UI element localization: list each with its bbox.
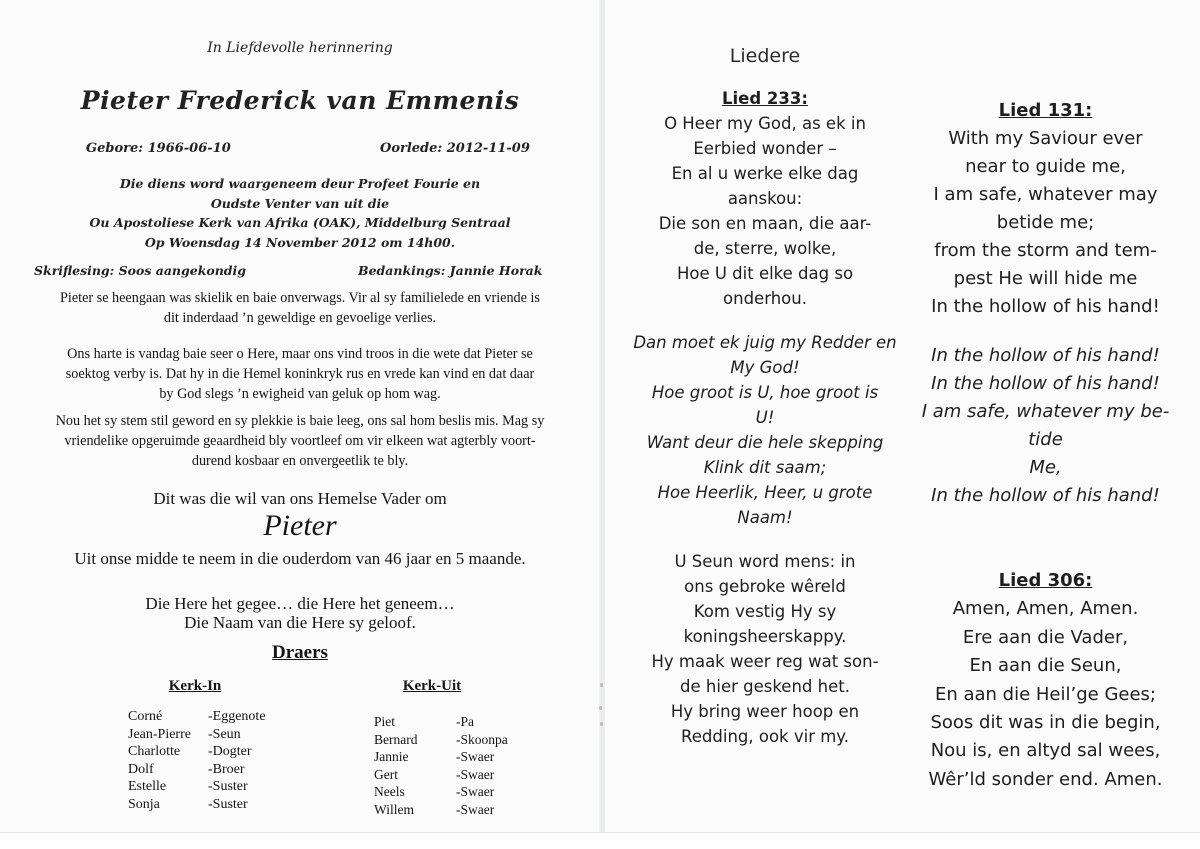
lyric-line: Hoe U dit elke dag so — [676, 264, 854, 283]
lyric-line: Dan moet ek juig my Redder en — [633, 333, 897, 352]
lyric-line: In the hollow of his hand! — [931, 485, 1160, 506]
bearer-name: Piet — [374, 714, 396, 729]
paragraph-line: Pieter se heengaan was skielik en baie onverwags. Vir al sy familielede en vriende is — [60, 290, 540, 306]
lyric-line: Me, — [1029, 457, 1062, 478]
lyric-line: near to guide me, — [965, 156, 1126, 177]
lyric-line: En al u werke elke dag — [671, 164, 859, 183]
lyric-line: I am safe, whatever may — [933, 184, 1158, 205]
lyric-line: Hoe Heerlik, Heer, u grote — [657, 483, 873, 502]
lyric-line: Die son en maan, die aar- — [658, 214, 872, 233]
bearer-relation: -Swaer — [456, 801, 495, 817]
lyric-line: My God! — [730, 358, 800, 377]
bearer-row — [128, 778, 266, 796]
lyric-line: In the hollow of his hand! — [931, 296, 1160, 317]
song-233-chorus — [625, 330, 905, 530]
lyric-line: U Seun word mens: in — [674, 552, 856, 571]
bearer-relation: -Swaer — [456, 766, 495, 782]
bearer-row — [128, 761, 266, 779]
kerk-uit-title: Kerk-Uit — [402, 678, 462, 694]
service-line: Die diens word waargeneem deur Profeet Fourie en — [119, 176, 481, 191]
song-306 — [893, 567, 1198, 794]
kerk-in-title: Kerk-In — [168, 678, 222, 694]
bearer-row — [128, 796, 266, 814]
song-233-verse1 — [625, 86, 905, 311]
verse-line: Die Naam van die Here sy geloof. — [184, 613, 416, 632]
bearer-row — [374, 713, 508, 731]
verse-line: Die Here het gegee… die Here het geneem… — [145, 594, 455, 613]
song-title: Lied 131: — [998, 100, 1093, 121]
service-line: Op Woensdag 14 November 2012 om 14h00. — [144, 234, 456, 250]
scripture-verse — [0, 594, 600, 632]
lyric-line: Soos dit was in die begin, — [930, 712, 1161, 734]
lyric-line: Kom vestig Hy sy — [693, 602, 837, 621]
lyric-line: de hier geskend het. — [680, 677, 850, 696]
lyric-line: With my Saviour ever — [948, 128, 1143, 149]
lyric-line: onderhou. — [723, 289, 807, 308]
bearer-name: Estelle — [128, 779, 167, 794]
lyric-line: En aan die Seun, — [969, 655, 1122, 677]
bearer-name: Sonja — [128, 796, 160, 812]
lyric-line: En aan die Heil’ge Gees; — [934, 683, 1156, 705]
bearer-relation: -Skoonpa — [456, 731, 508, 747]
lyric-line: O Heer my God, as ek in — [664, 114, 866, 133]
lyric-line: de, sterre, wolke, — [693, 239, 837, 258]
lyric-line: betide me; — [996, 212, 1095, 233]
lyric-line: Ere aan die Vader, — [962, 626, 1129, 648]
bearer-row — [374, 748, 508, 766]
deceased-full-name: Pieter Frederick van Emmenis — [80, 86, 520, 115]
scan-speck — [599, 706, 602, 710]
bearer-relation: -Pa — [456, 714, 474, 729]
bearer-row — [374, 783, 508, 801]
bearer-name: Jean-Pierre — [128, 726, 191, 742]
lyric-line: In the hollow of his hand! — [931, 373, 1160, 394]
bearers-title: Draers — [272, 642, 328, 663]
service-line: Ou Apostoliese Kerk van Afrika (OAK), Middelburg Sentraal — [89, 215, 511, 230]
age-line: Uit onse midde te neem in die ouderdom van 46 jaar en 5 maande. — [74, 549, 526, 568]
right-page — [605, 0, 1200, 832]
lyric-line: Eerbied wonder – — [693, 139, 837, 158]
song-233-verse2 — [625, 549, 905, 749]
death-date: Oorlede: 2012-11-09 — [380, 141, 530, 156]
paragraph-line: dit inderdaad ’n geweldige en gevoelige verlies. — [163, 310, 437, 326]
lyric-line: Redding, ook vir my. — [681, 727, 849, 746]
lyric-line: Naam! — [737, 508, 793, 527]
first-name-heading: Pieter — [263, 509, 337, 542]
paragraph-line: by God slegs ’n ewigheid van geluk op hom wag. — [159, 386, 441, 402]
lyric-line: Hy maak weer reg wat son- — [651, 652, 879, 671]
bearer-name: Gert — [374, 766, 398, 782]
bearer-relation: -Broer — [208, 761, 245, 777]
lyric-line: pest He will hide me — [953, 268, 1138, 289]
paragraph-line: soektog verby is. Dat hy in die Hemel koninkryk rus en vrede kan vind en dat daar — [65, 366, 535, 382]
left-page — [0, 0, 600, 832]
lyric-line: In the hollow of his hand! — [931, 345, 1160, 366]
intro-line: In Liefdevolle herinnering — [207, 40, 393, 56]
lyric-line: Want deur die hele skepping — [646, 433, 884, 452]
bearer-name: Charlotte — [128, 744, 181, 759]
bearer-name: Dolf — [128, 761, 154, 777]
bearer-row — [374, 766, 508, 784]
bearer-name: Neels — [374, 784, 405, 799]
tribute-paragraph — [30, 344, 570, 404]
lyric-line: I am safe, whatever my be- — [921, 401, 1170, 422]
bearer-row — [374, 731, 508, 749]
bearer-relation: -Suster — [208, 779, 248, 794]
lyric-line: Nou is, en altyd sal wees, — [930, 740, 1161, 762]
bearer-relation: -Seun — [208, 726, 241, 742]
lyric-line: Klink dit saam; — [703, 458, 827, 477]
thanks-line: Bedankings: Jannie Horak — [358, 263, 543, 278]
bearer-relation: -Eggenote — [208, 709, 266, 724]
lyric-line: Wêr’ld sonder end. Amen. — [928, 768, 1163, 790]
lyric-line: tide — [1028, 429, 1063, 450]
scan-speck — [600, 722, 603, 726]
scan-edge — [0, 832, 1200, 849]
lyric-line: ons gebroke wêreld — [684, 577, 846, 596]
paragraph-line: Nou het sy stem stil geword en sy plekkie is baie leeg, ons sal hom beslis mis. Mag sy — [55, 413, 545, 429]
bearer-row — [374, 801, 508, 819]
bearer-row — [128, 726, 266, 744]
paragraph-line: vriendelike opgeruimde geaardheid bly voortleef om vir elkeen wat agterbly voort- — [64, 433, 536, 449]
tribute-paragraph — [30, 411, 570, 471]
bearer-row — [128, 708, 266, 726]
will-line: Dit was die wil van ons Hemelse Vader om — [153, 489, 447, 508]
song-title: Lied 306: — [998, 570, 1093, 591]
kerk-in-list — [128, 708, 266, 813]
song-131-chorus — [893, 342, 1198, 510]
song-131-verse1 — [893, 97, 1198, 321]
lyric-line: Hoe groot is U, hoe groot is — [651, 383, 879, 402]
lyric-line: koningsheerskappy. — [683, 627, 847, 646]
bearer-relation: -Suster — [208, 796, 248, 812]
bearer-relation: -Swaer — [456, 749, 495, 764]
bearer-row — [128, 743, 266, 761]
songs-heading: Liedere — [729, 45, 801, 67]
scan-speck — [600, 683, 603, 687]
bearer-name: Corné — [128, 709, 163, 724]
service-details — [0, 174, 600, 252]
lyric-line: aanskou: — [727, 189, 803, 208]
song-title: Lied 233: — [722, 89, 808, 108]
paragraph-line: durend kosbaar en onvergeetlik te bly. — [191, 453, 409, 469]
bearer-name: Jannie — [374, 749, 409, 764]
paragraph-line: Ons harte is vandag baie seer o Here, maar ons vind troos in die wete dat Pieter se — [67, 346, 533, 362]
bearer-name: Willem — [374, 801, 414, 817]
tribute-paragraph — [30, 288, 570, 328]
kerk-uit-list — [374, 713, 508, 818]
lyric-line: U! — [755, 408, 775, 427]
lyric-line: Hy bring weer hoop en — [670, 702, 860, 721]
birth-date: Gebore: 1966-06-10 — [86, 141, 231, 156]
lyric-line: Amen, Amen, Amen. — [952, 598, 1139, 620]
bearer-relation: -Swaer — [456, 784, 495, 799]
scripture-reading: Skriflesing: Soos aangekondig — [34, 263, 247, 278]
service-line: Oudste Venter van uit die — [210, 195, 390, 211]
bearer-name: Bernard — [374, 731, 418, 747]
bearer-relation: -Dogter — [208, 744, 252, 759]
lyric-line: from the storm and tem- — [934, 240, 1157, 261]
